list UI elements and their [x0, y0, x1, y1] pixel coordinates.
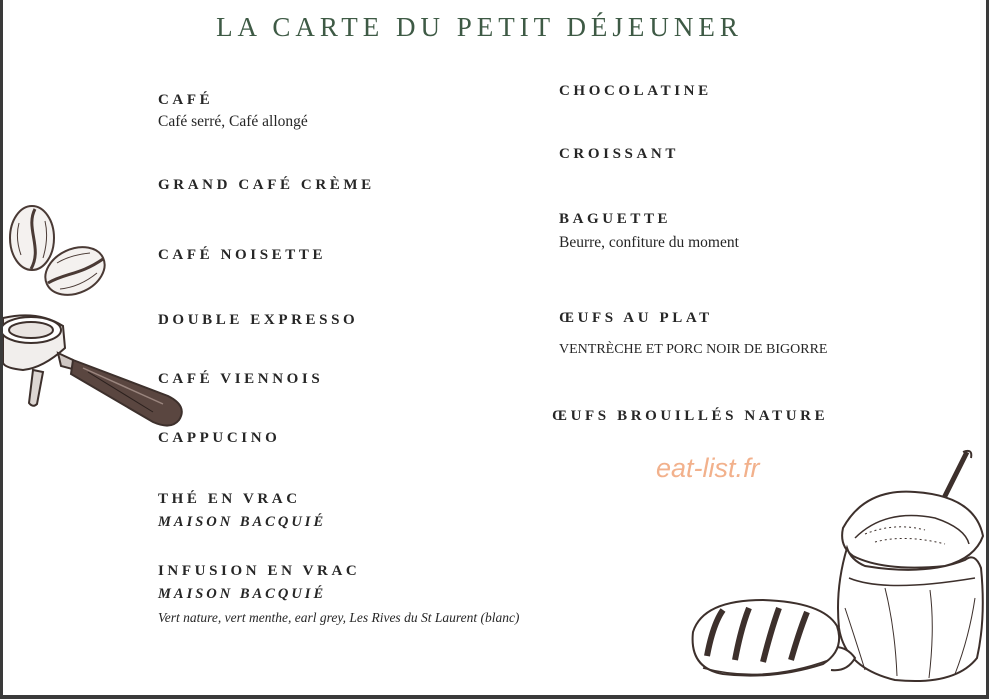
item-description: Beurre, confiture du moment — [559, 234, 739, 251]
menu-item-baguette — [559, 211, 739, 252]
flour-sack-icon — [825, 448, 986, 688]
item-name: THÉ EN VRAC — [158, 491, 301, 507]
menu-page — [3, 0, 986, 695]
item-supplier: MAISON BACQUIÉ — [158, 514, 327, 530]
menu-item-cafe-noisette — [158, 247, 326, 264]
portafilter-icon — [3, 308, 188, 430]
menu-item-infusion-en-vrac — [158, 563, 519, 626]
page-title: LA CARTE DU PETIT DÉJEUNER — [216, 12, 743, 42]
menu-item-chocolatine — [559, 83, 712, 100]
menu-item-cafe — [158, 92, 308, 131]
item-description: Café serré, Café allongé — [158, 113, 308, 130]
item-supplier: MAISON BACQUIÉ — [158, 586, 327, 602]
menu-item-cappucino — [158, 430, 280, 447]
item-name: INFUSION EN VRAC — [158, 563, 361, 579]
item-description: VENTRÈCHE ET PORC NOIR DE BIGORRE — [559, 342, 828, 357]
item-name: CROISSANT — [559, 146, 679, 162]
menu-item-oeufs-au-plat — [559, 310, 827, 358]
menu-item-oeufs-brouilles — [552, 408, 828, 425]
item-name: CAFÉ VIENNOIS — [158, 371, 324, 387]
menu-item-grand-cafe-creme — [158, 177, 375, 194]
item-name: CAPPUCINO — [158, 430, 281, 446]
bread-icon — [683, 594, 843, 684]
coffee-bean-icon — [5, 203, 110, 303]
menu-item-croissant — [559, 146, 679, 163]
item-name: ŒUFS AU PLAT — [559, 310, 713, 326]
item-name: CAFÉ — [158, 92, 214, 108]
item-name: DOUBLE EXPRESSO — [158, 312, 359, 328]
item-name: CAFÉ NOISETTE — [158, 247, 327, 263]
menu-item-the-en-vrac — [158, 491, 326, 531]
menu-item-double-expresso — [158, 312, 358, 329]
item-name: BAGUETTE — [559, 211, 672, 227]
watermark: eat-list.fr — [656, 453, 760, 483]
item-note: Vert nature, vert menthe, earl grey, Les Rives du St Laurent (blanc) — [158, 610, 520, 625]
item-name: GRAND CAFÉ CRÈME — [158, 177, 375, 193]
item-name: ŒUFS BROUILLÉS NATURE — [552, 408, 829, 424]
item-name: CHOCOLATINE — [559, 83, 712, 99]
